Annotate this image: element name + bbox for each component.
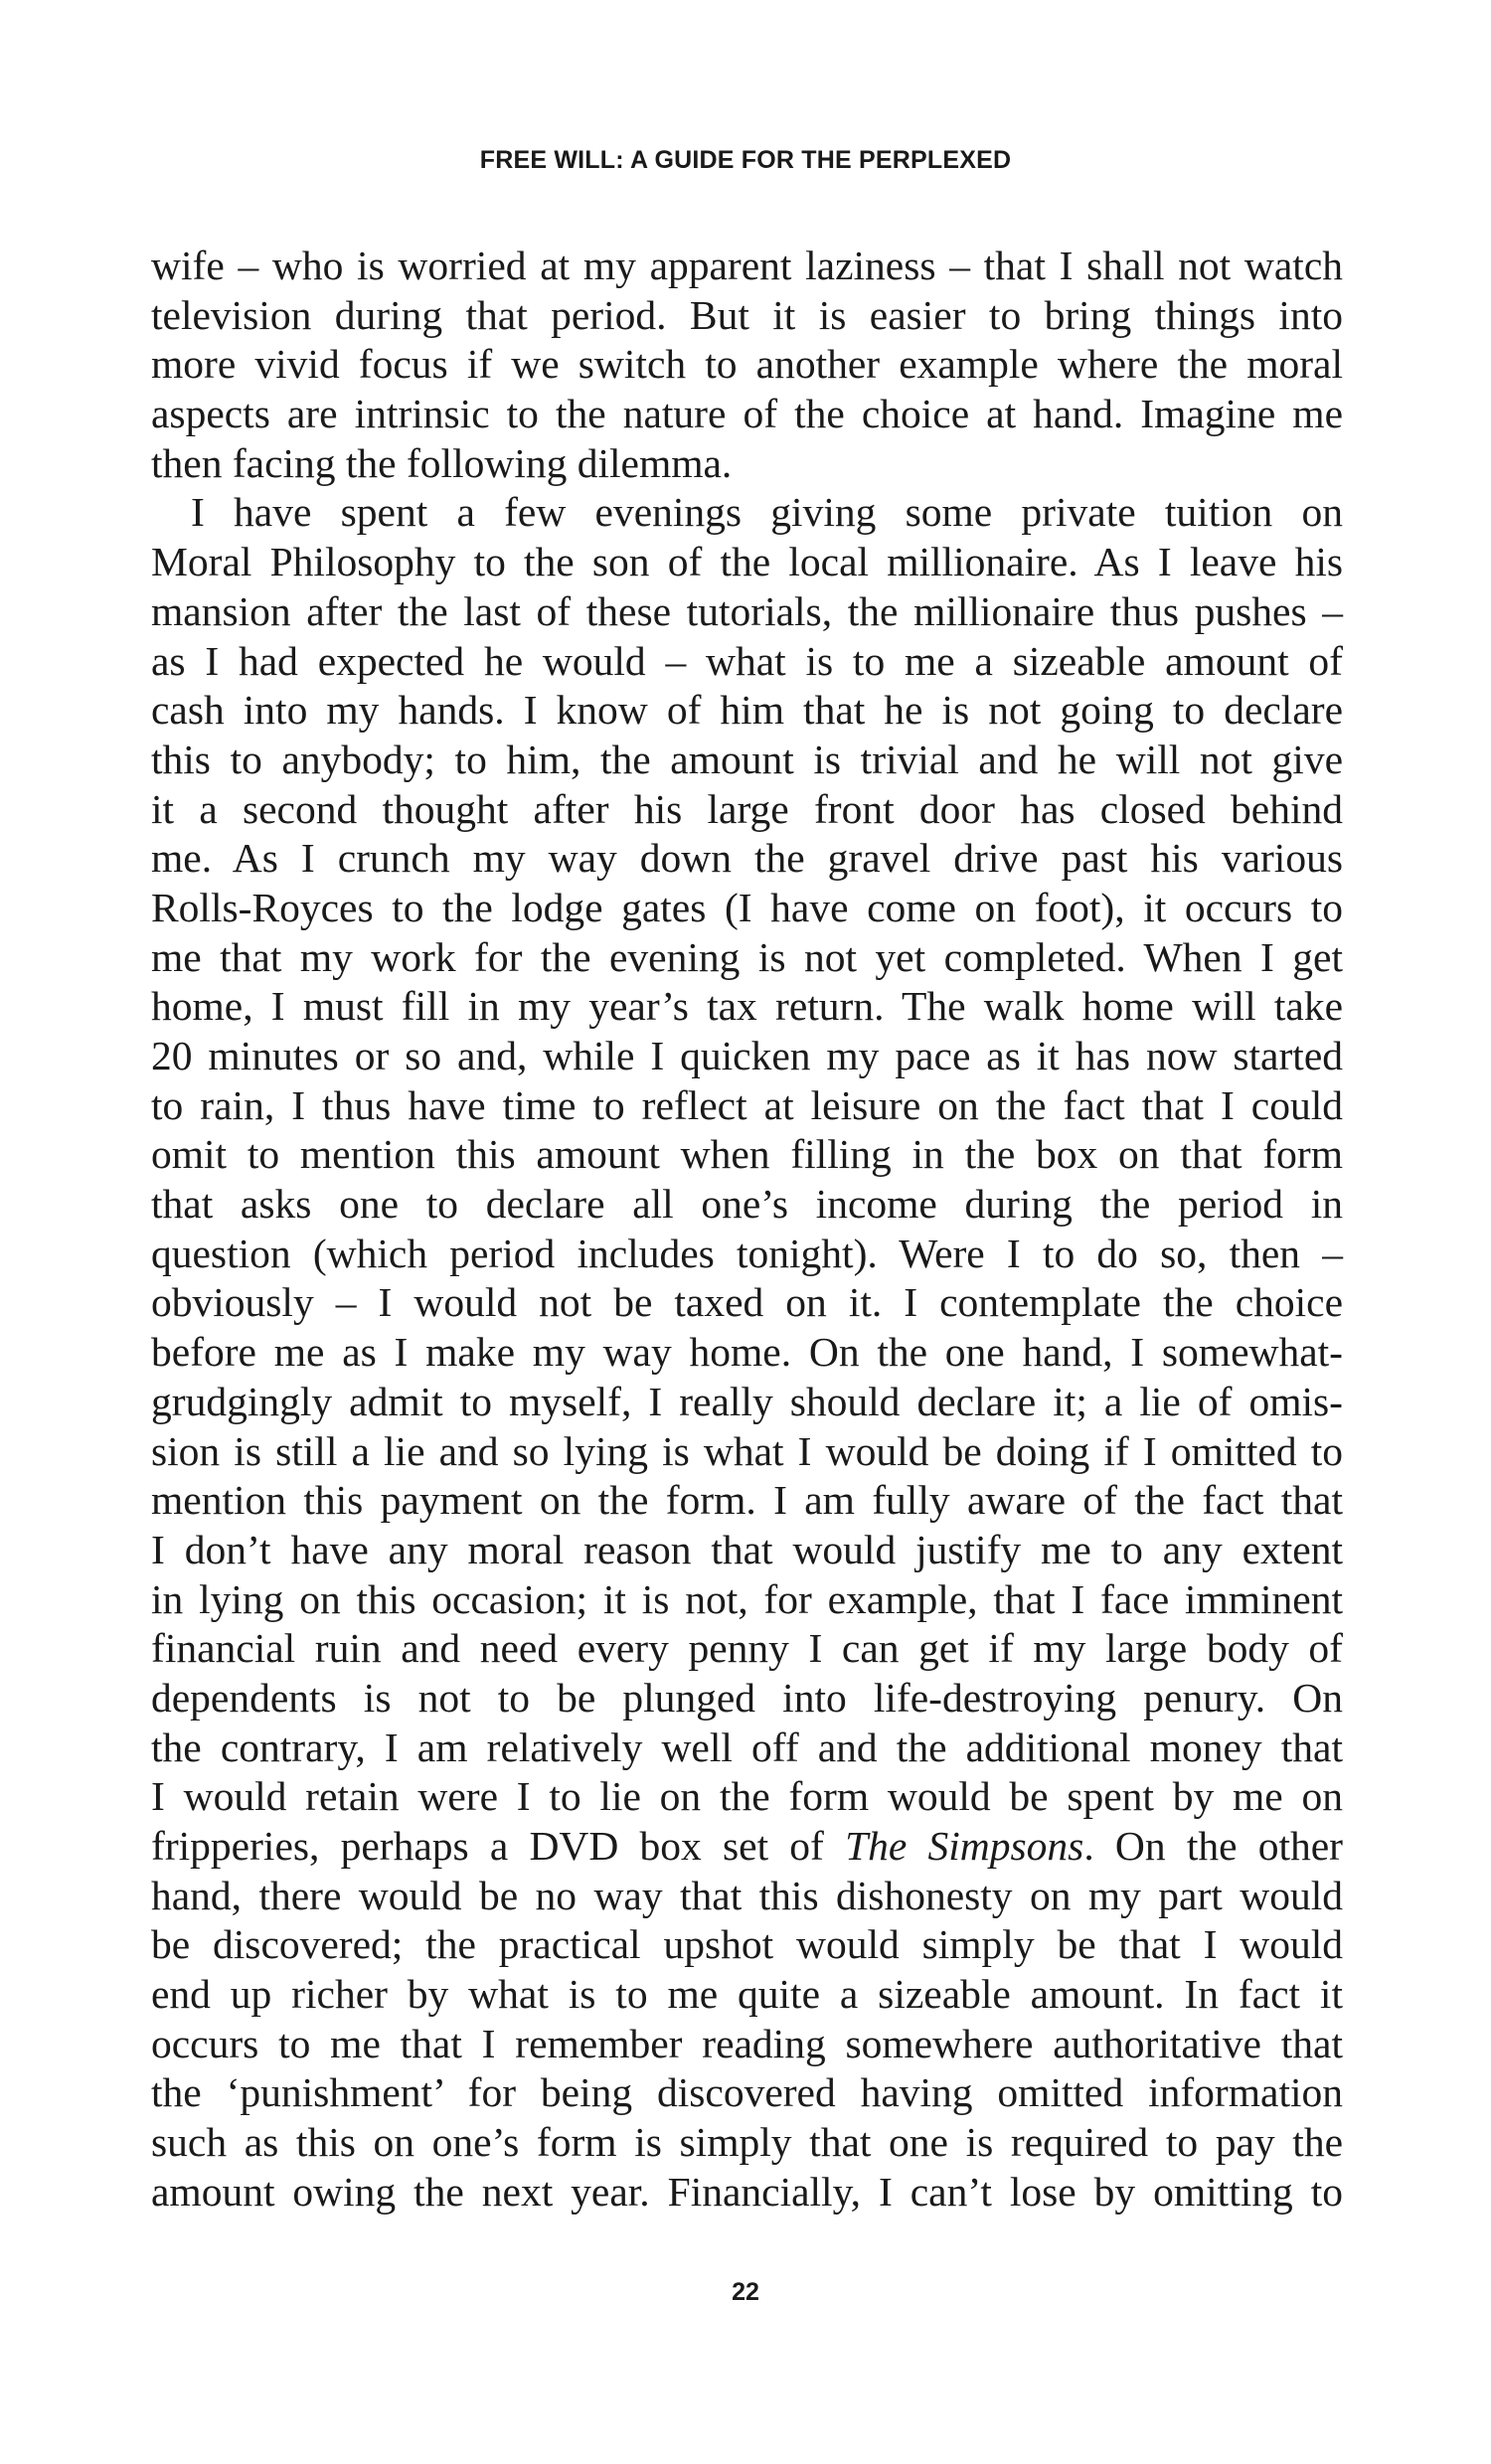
text-line: aspects are intrinsic to the nature of the choice at hand. Imagine me bbox=[151, 391, 1343, 437]
text-line: 20 minutes or so and, while I quicken my pace as it has now started bbox=[151, 1033, 1343, 1078]
text-line: sion is still a lie and so lying is what I would be doing if I omitted to bbox=[151, 1427, 1343, 1474]
text-line: as I had expected he would – what is to me a sizeable amount of bbox=[151, 637, 1343, 684]
text-line: I have spent a few evenings giving some private tuition on bbox=[191, 489, 1343, 536]
text-line: grudgingly admit to myself, I really should declare it; a lie of omis- bbox=[151, 1378, 1343, 1424]
text-line: that asks one to declare all one’s income during the period in bbox=[151, 1181, 1343, 1228]
text-line: the contrary, I am relatively well off and the additional money that bbox=[151, 1724, 1343, 1770]
text-line: to rain, I thus have time to reflect at leisure on the fact that I could bbox=[151, 1081, 1343, 1128]
text-line: mansion after the last of these tutorials, the millionaire thus pushes – bbox=[151, 587, 1343, 634]
text-line: the ‘punishment’ for being discovered having omitted information bbox=[151, 2069, 1343, 2116]
text-line: Rolls-Royces to the lodge gates (I have come on foot), it occurs to bbox=[151, 884, 1343, 930]
text-line: cash into my hands. I know of him that he is not going to declare bbox=[151, 687, 1343, 734]
text-line: hand, there would be no way that this dishonesty on my part would bbox=[151, 1872, 1343, 1918]
text-line: mention this payment on the form. I am fully aware of the fact that bbox=[151, 1477, 1343, 1524]
text-line: fripperies, perhaps a DVD box set of The Simpsons. On the other bbox=[151, 1823, 1343, 1869]
text-line: I don’t have any moral reason that would justify me to any extent bbox=[151, 1526, 1343, 1572]
text-line: Moral Philosophy to the son of the local millionaire. As I leave his bbox=[151, 539, 1343, 585]
text-line: be discovered; the practical upshot would simply be that I would bbox=[151, 1921, 1343, 1968]
text-line: wife – who is worried at my apparent laziness – that I shall not watch bbox=[151, 243, 1343, 288]
text-line: question (which period includes tonight). Were I to do so, then – bbox=[151, 1230, 1343, 1276]
text-line: before me as I make my way home. On the one hand, I somewhat- bbox=[151, 1329, 1343, 1376]
text-line: it a second thought after his large front door has closed behind bbox=[151, 785, 1343, 832]
text-line: in lying on this occasion; it is not, for example, that I face imminent bbox=[151, 1575, 1343, 1622]
running-head: FREE WILL: A GUIDE FOR THE PERPLEXED bbox=[479, 146, 1012, 174]
text-line: home, I must fill in my year’s tax return. The walk home will take bbox=[151, 983, 1343, 1030]
text-line: this to anybody; to him, the amount is trivial and he will not give bbox=[151, 736, 1343, 782]
text-line: end up richer by what is to me quite a sizeable amount. In fact it bbox=[151, 1971, 1343, 2018]
body-text bbox=[151, 242, 1343, 2218]
text-line: omit to mention this amount when filling in the box on that form bbox=[151, 1131, 1343, 1178]
text-line: me that my work for the evening is not yet completed. When I get bbox=[151, 933, 1343, 980]
text-line: financial ruin and need every penny I can get if my large body of bbox=[151, 1625, 1343, 1672]
text-line: dependents is not to be plunged into life-destroying penury. On bbox=[151, 1674, 1343, 1721]
text-line: amount owing the next year. Financially, I can’t lose by omitting to bbox=[151, 2168, 1343, 2215]
text-line: obviously – I would not be taxed on it. I contemplate the choice bbox=[151, 1279, 1343, 1326]
text-line: occurs to me that I remember reading somewhere authoritative that bbox=[151, 2020, 1343, 2066]
text-line: I would retain were I to lie on the form would be spent by me on bbox=[151, 1773, 1343, 1820]
text-line: television during that period. But it is easier to bring things into bbox=[151, 291, 1343, 338]
text-line: more vivid focus if we switch to another example where the moral bbox=[151, 341, 1343, 388]
book-title-italic: The Simpsons bbox=[845, 1823, 1084, 1869]
text-line: me. As I crunch my way down the gravel drive past his various bbox=[151, 835, 1343, 882]
text-line: then facing the following dilemma. bbox=[151, 439, 733, 486]
text-line: such as this on one’s form is simply that one is required to pay the bbox=[151, 2119, 1343, 2166]
page-number: 22 bbox=[732, 2278, 759, 2306]
